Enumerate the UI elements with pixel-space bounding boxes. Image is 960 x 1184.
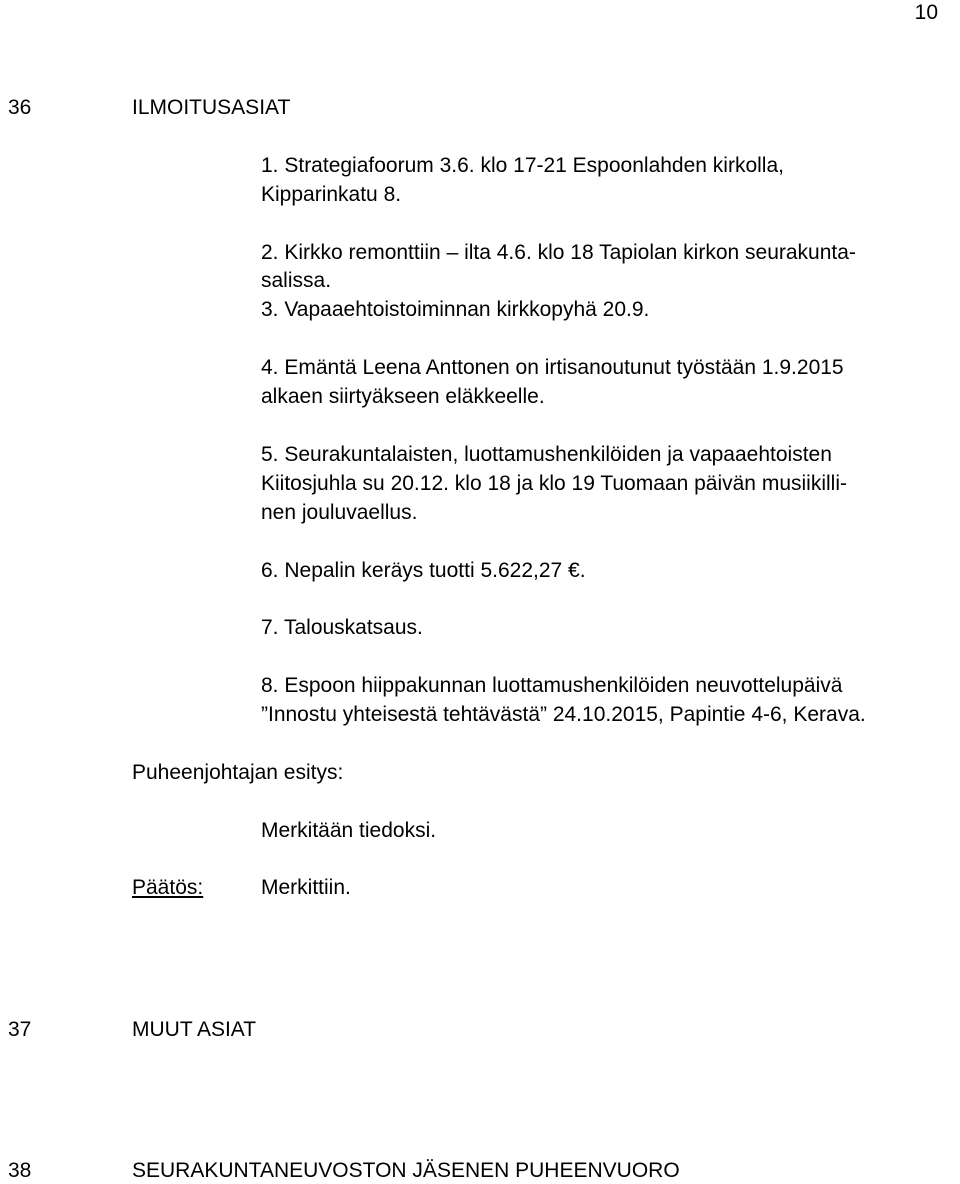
- section-title: MUUT ASIAT: [132, 1018, 257, 1041]
- decision-label: Päätös:: [132, 876, 204, 899]
- list-item-line: 3. Vapaaehtoistoiminnan kirkkopyhä 20.9.: [261, 298, 650, 321]
- proposal-label: Puheenjohtajan esitys:: [132, 761, 344, 784]
- list-item-line: 5. Seurakuntalaisten, luottamushenkilöiden ja vapaaehtoisten: [261, 443, 832, 466]
- proposal-text: Merkitään tiedoksi.: [261, 819, 437, 842]
- list-item-line: Kipparinkatu 8.: [261, 183, 402, 206]
- page-number: 10: [914, 1, 938, 24]
- list-item-line: 8. Espoon hiippakunnan luottamushenkilöiden neuvottelupäivä: [261, 674, 843, 697]
- list-item-line: salissa.: [261, 269, 332, 292]
- section-title: SEURAKUNTANEUVOSTON JÄSENEN PUHEENVUORO: [132, 1159, 680, 1182]
- section-number: 36: [8, 96, 32, 119]
- list-item-line: 1. Strategiafoorum 3.6. klo 17-21 Espoonlahden kirkolla,: [261, 154, 784, 177]
- list-item-line: 2. Kirkko remonttiin – ilta 4.6. klo 18 Tapiolan kirkon seurakunta-: [261, 241, 856, 264]
- section-title: ILMOITUSASIAT: [132, 96, 291, 119]
- list-item-line: 6. Nepalin keräys tuotti 5.622,27 €.: [261, 559, 586, 582]
- list-item-line: 4. Emäntä Leena Anttonen on irtisanoutunut työstään 1.9.2015: [261, 356, 844, 379]
- list-item-line: ”Innostu yhteisestä tehtävästä” 24.10.2015, Papintie 4-6, Kerava.: [261, 703, 866, 726]
- section-number: 38: [8, 1159, 32, 1182]
- section-number: 37: [8, 1018, 32, 1041]
- list-item-line: nen jouluvaellus.: [261, 501, 418, 524]
- list-item-line: Kiitosjuhla su 20.12. klo 18 ja klo 19 Tuomaan päivän musiikilli-: [261, 472, 847, 495]
- list-item-line: alkaen siirtyäkseen eläkkeelle.: [261, 385, 545, 408]
- decision-text: Merkittiin.: [261, 876, 351, 899]
- list-item-line: 7. Talouskatsaus.: [261, 616, 423, 639]
